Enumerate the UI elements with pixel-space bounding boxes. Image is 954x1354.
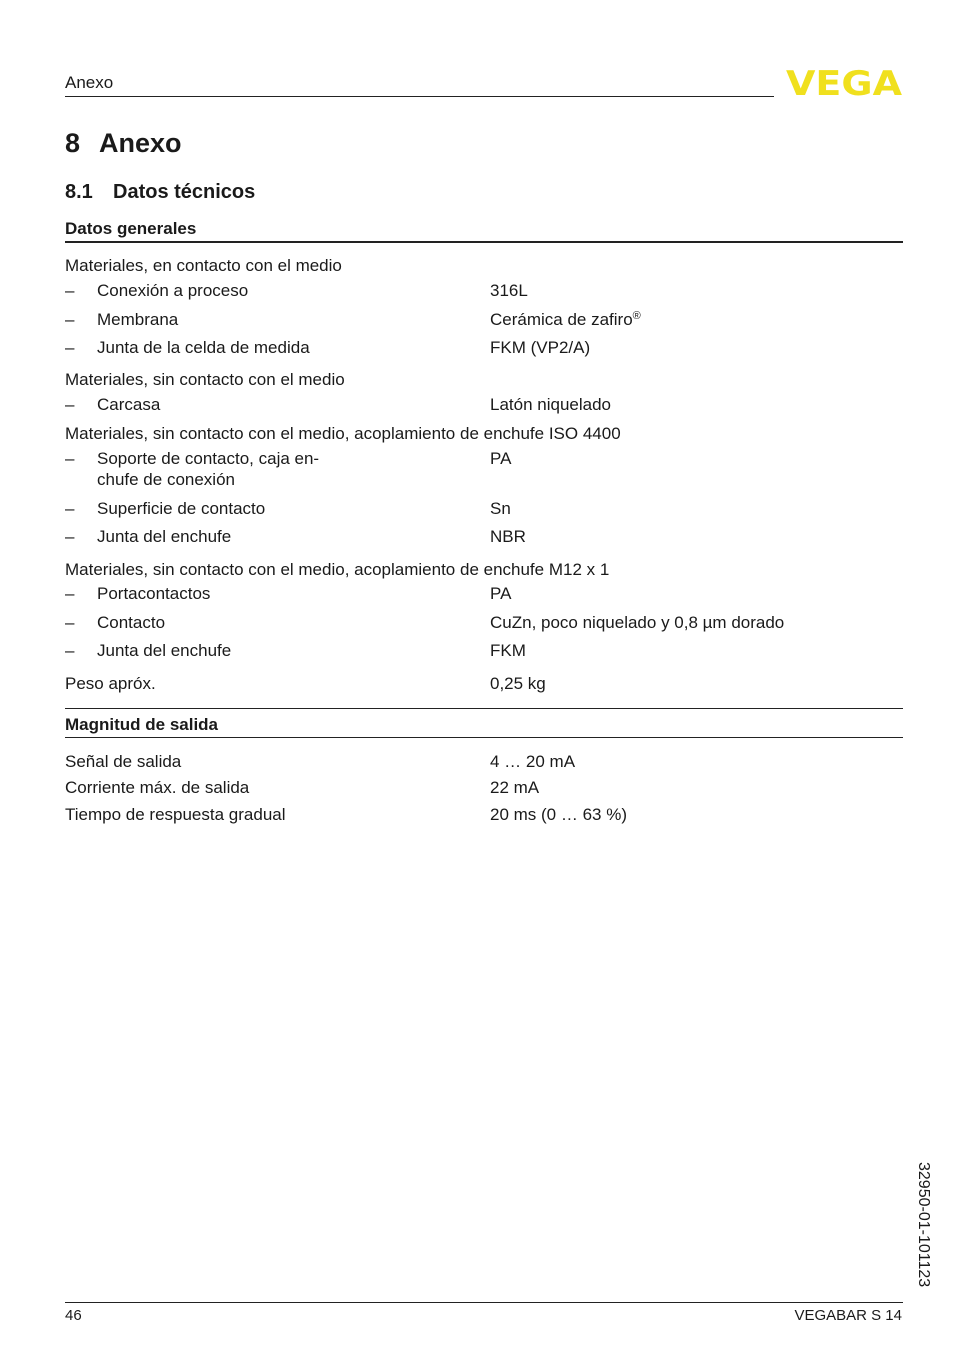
group2-label: Materiales, sin contacto con el medio [65, 370, 345, 389]
row-label: Tiempo de respuesta gradual [65, 805, 286, 824]
row-label: Portacontactos [97, 584, 211, 603]
running-header: Anexo [65, 73, 114, 92]
row-label: Carcasa [97, 395, 161, 414]
row-label: Soporte de contacto, caja en- [97, 449, 320, 468]
row-value: 4 … 20 mA [490, 752, 576, 771]
chapter-title: Anexo [99, 128, 182, 158]
row-label: Superficie de contacto [97, 499, 266, 518]
dash-marker: – [65, 613, 75, 632]
group4-label: Materiales, sin contacto con el medio, acoplamiento de enchufe M12 x 1 [65, 560, 610, 579]
output-heading-rule [65, 737, 903, 738]
document-code: 32950-01-101123 [915, 1162, 932, 1288]
chapter-number: 8 [65, 128, 81, 158]
row-value: FKM [490, 641, 526, 660]
header-rule [65, 96, 774, 97]
group3-label: Materiales, sin contacto con el medio, acoplamiento de enchufe ISO 4400 [65, 424, 621, 443]
row-value: FKM (VP2/A) [490, 338, 591, 357]
section-number: 8.1 [65, 181, 93, 203]
registered-mark: ® [632, 310, 641, 322]
row-label: Corriente máx. de salida [65, 778, 250, 797]
row-label: Junta del enchufe [97, 527, 232, 546]
row-value: PA [490, 449, 512, 468]
dash-marker: – [65, 499, 75, 518]
dash-marker: – [65, 584, 75, 603]
row-value: Latón niquelado [490, 395, 612, 414]
output-top-rule [65, 708, 903, 709]
weight-value: 0,25 kg [490, 674, 546, 693]
row-value: CuZn, poco niquelado y 0,8 µm dorado [490, 613, 785, 632]
vega-logo [786, 66, 904, 98]
row-value [490, 309, 641, 330]
section-title: Datos técnicos [113, 181, 256, 203]
dash-marker: – [65, 395, 75, 414]
row-value: 20 ms (0 … 63 %) [490, 805, 627, 824]
row-value: NBR [490, 527, 526, 546]
row-value: 22 mA [490, 778, 540, 797]
general-heading: Datos generales [65, 219, 197, 238]
row-label: Junta de la celda de medida [97, 338, 310, 357]
row-label: Señal de salida [65, 752, 182, 771]
chapter-heading [65, 128, 182, 159]
row-label: Junta del enchufe [97, 641, 232, 660]
weight-label: Peso apróx. [65, 674, 156, 693]
dash-marker: – [65, 281, 75, 300]
dash-marker: – [65, 310, 75, 329]
row-label: Conexión a proceso [97, 281, 249, 300]
dash-marker: – [65, 527, 75, 546]
row-value: Sn [490, 499, 511, 518]
row-label: Membrana [97, 310, 179, 329]
dash-marker: – [65, 641, 75, 660]
dash-marker: – [65, 338, 75, 357]
page-number: 46 [65, 1307, 82, 1324]
dash-marker: – [65, 449, 75, 468]
row-label: Contacto [97, 613, 166, 632]
row-value: PA [490, 584, 512, 603]
product-name: VEGABAR S 14 [794, 1307, 902, 1324]
row-value: 316L [490, 281, 528, 300]
logo-text: VEGA [786, 66, 903, 98]
row-value-text: Cerámica de zafiro [490, 310, 633, 329]
row-label-continued: chufe de conexión [97, 470, 235, 489]
general-heading-rule [65, 241, 903, 243]
group1-label: Materiales, en contacto con el medio [65, 256, 342, 275]
output-heading: Magnitud de salida [65, 715, 219, 734]
footer-rule [65, 1302, 903, 1303]
section-heading [65, 181, 255, 204]
